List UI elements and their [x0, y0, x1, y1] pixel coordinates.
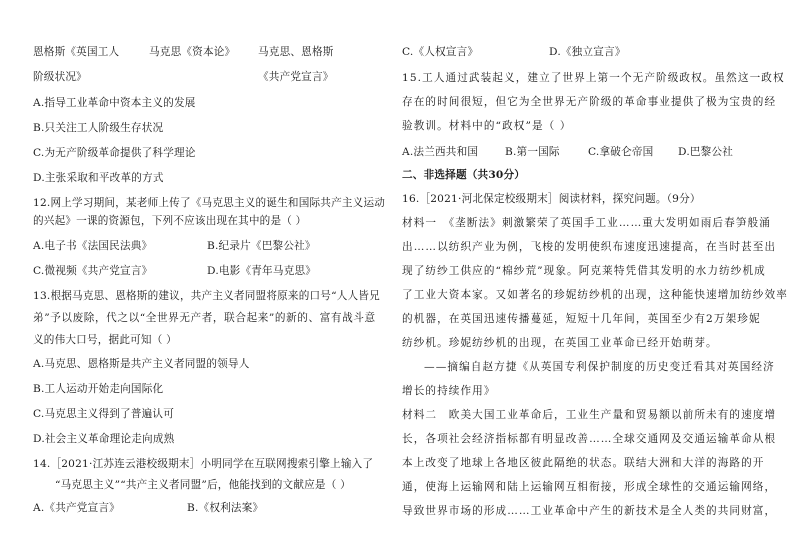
- option-text: D.主张采取和平改革的方式: [33, 172, 164, 184]
- option-text: B.第一国际: [505, 146, 560, 158]
- material-text: 通，使海上运输网和陆上运输网互相衔接，形成全球性的交通运输网络，: [402, 481, 777, 493]
- question-stem: 13.根据马克思、恩格斯的建议，共产主义者同盟将原来的口号“人人皆兄: [33, 290, 380, 302]
- q11-table-cell: 恩格斯《英国工人: [33, 46, 120, 58]
- material-text: 长，各项社会经济指标都有明显改善……全球交通网及交通运输革命从根: [402, 433, 777, 445]
- q11-table-cell: 阶级状况》: [33, 71, 87, 83]
- option-text: C.为无产阶级革命提供了科学理论: [33, 147, 196, 159]
- option-text: C.马克思主义得到了普遍认可: [33, 408, 175, 420]
- option-text: A.马克思、恩格斯是共产主义者同盟的领导人: [33, 358, 250, 370]
- option-text: D.社会主义革命理论走向成熟: [33, 433, 175, 445]
- option-text: B.纪录片《巴黎公社》: [207, 240, 316, 252]
- question-stem: 的兴起》一课的资源包，下列不应该出现在其中的是（ ）: [33, 215, 307, 227]
- q11-table-cell: 马克思、恩格斯: [258, 46, 334, 58]
- question-stem: 15.工人通过武装起义，建立了世界上第一个无产阶级政权。虽然这一政权: [402, 72, 785, 84]
- option-text: D.《独立宣言》: [549, 46, 626, 58]
- option-text: A.法兰西共和国: [402, 146, 479, 158]
- material-text: 出……以纺织产业为例，飞梭的发明使织布速度迅速提高，在当时甚至出: [402, 241, 777, 253]
- question-stem: 14.［2021·江苏连云港校级期末］小明同学在互联网搜索引擎上输入了: [33, 458, 374, 470]
- option-text: A.指导工业革命中资本主义的发展: [33, 97, 196, 109]
- question-stem: 存在的时间很短，但它为全世界无产阶级的革命事业提供了极为宝贵的经: [402, 96, 777, 108]
- option-text: B.《权利法案》: [187, 502, 264, 514]
- question-stem: 验教训。材料中的“政权”是（ ）: [402, 120, 572, 132]
- material-text: 纺纱机。珍妮纺纱机的出现，在英国工业革命已经开始萌芽。: [402, 337, 718, 349]
- source-citation: 增长的持续作用》: [402, 385, 496, 397]
- question-stem: “马克思主义”“共产主义者同盟”后，他能找到的文献应是（ ）: [55, 479, 351, 491]
- q11-table-cell: 《共产党宣言》: [258, 71, 334, 83]
- option-text: B.工人运动开始走向国际化: [33, 383, 164, 395]
- section-title: 二、非选择题（共30分）: [402, 169, 526, 181]
- question-stem: 义的伟大口号，据此可知（ ）: [33, 334, 177, 346]
- option-text: B.只关注工人阶级生存状况: [33, 122, 164, 134]
- question-stem: 弟”予以废除，代之以“全世界无产者，联合起来”的新的、富有战斗意: [33, 312, 376, 324]
- option-text: D.巴黎公社: [678, 146, 734, 158]
- option-text: A.《共产党宣言》: [33, 502, 120, 514]
- material-text: 了工业大资本家。又如著名的珍妮纺纱机的出现，这种能快速增加纺纱效率: [402, 289, 788, 301]
- option-text: C.《人权宣言》: [402, 46, 479, 58]
- q11-table-cell: 马克思《资本论》: [149, 46, 236, 58]
- material-text: 材料一 《垄断法》刺激繁荣了英国手工业……重大发明如雨后春笋般涌: [402, 217, 771, 229]
- material-text: 导致世界市场的形成……工业革命中产生的新技术是全人类的共同财富，: [402, 505, 777, 517]
- option-text: A.电子书《法国民法典》: [33, 240, 153, 252]
- source-citation: ——摘编自赵方捷《从英国专利保护制度的历史变迁看其对英国经济: [424, 361, 775, 373]
- option-text: C.拿破仑帝国: [588, 146, 654, 158]
- material-text: 现了纺纱工供应的“棉纱荒”现象。阿克莱特凭借其发明的水力纺纱机成: [402, 265, 766, 277]
- question-stem: 16.［2021·河北保定校级期末］阅读材料，探究问题。（9分）: [402, 193, 701, 205]
- material-text: 的机器，在英国迅速传播蔓延，短短十几年间，英国至少有2万架珍妮: [402, 313, 761, 325]
- material-text: 本上改变了地球上各地区彼此隔绝的状态。联结大洲和大洋的海路的开: [402, 457, 765, 469]
- option-text: C.微视频《共产党宣言》: [33, 265, 153, 277]
- option-text: D.电影《青年马克思》: [207, 265, 317, 277]
- material-text: 材料二 欧美大国工业革命后，工业生产量和贸易额以前所未有的速度增: [402, 409, 777, 421]
- question-stem: 12.网上学习期间，某老师上传了《马克思主义的诞生和国际共产主义运动: [33, 197, 386, 209]
